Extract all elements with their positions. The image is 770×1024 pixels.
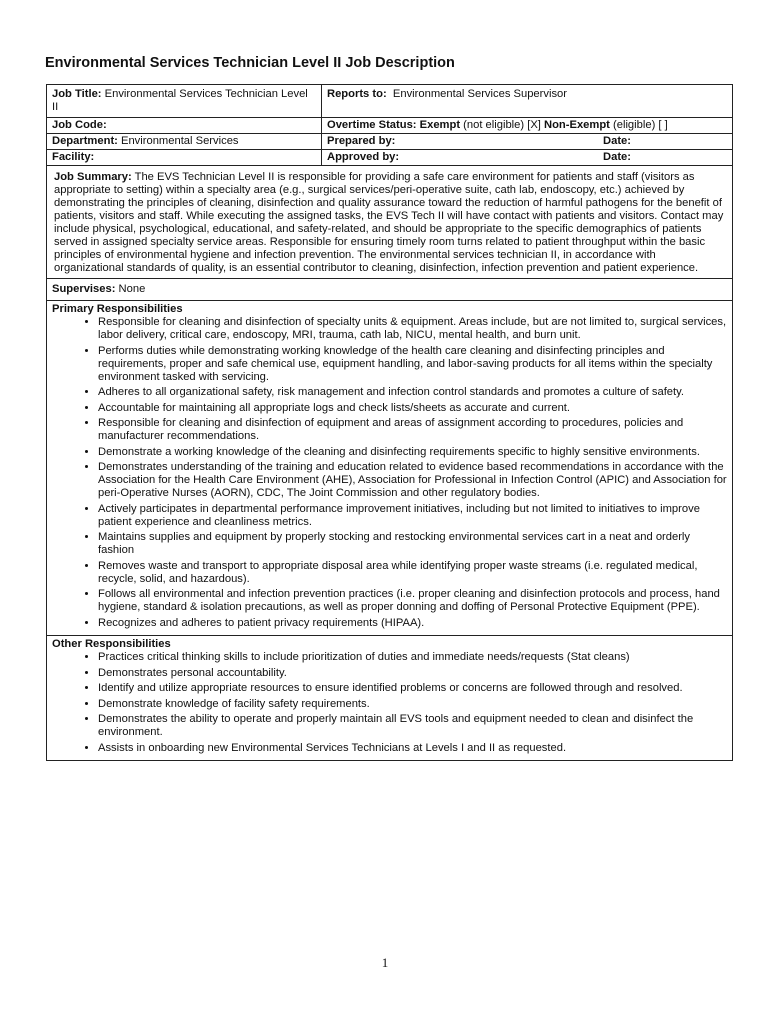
supervises-cell [47, 279, 733, 301]
page-number: 1 [381, 955, 389, 970]
list-item: • Demonstrates personal accountability. [98, 667, 727, 680]
job-title-label: Job Title: [52, 88, 102, 100]
list-item: • Demonstrate a working knowledge of the cleaning and disinfecting requirements specific to highly sensitive environments. [98, 446, 727, 459]
list-item: • Follows all environmental and infection prevention practices (i.e. proper cleaning and disinfection protocols and process, hand hygiene, standard & isolation precautions, as well as proper donning and doffing of Personal Protective Equipment (PPE). [98, 588, 727, 614]
primary-responsibilities-cell [47, 301, 733, 636]
list-item: • Demonstrate knowledge of facility safety requirements. [98, 698, 727, 711]
primary-responsibilities-heading: Primary Responsibilities [52, 303, 183, 315]
job-summary-cell [47, 166, 733, 279]
reports-to-cell [322, 85, 733, 118]
job-summary-label: Job Summary: [54, 171, 132, 183]
reports-to-value: Environmental Services Supervisor [392, 88, 567, 100]
department-label: Department: [52, 135, 118, 147]
overtime-status-label: Overtime Status: [327, 119, 417, 131]
list-item: • Performs duties while demonstrating working knowledge of the health care cleaning and disinfecting principles and requirements, proper and safe chemical use, equipment handling, and labor-saving products for all items within the specialty environment tasked with servicing. [98, 345, 727, 384]
list-item: • Adheres to all organizational safety, risk management and infection control standards and promotes a culture of safety. [98, 386, 727, 399]
row-primary-responsibilities [47, 301, 733, 636]
facility-label: Facility: [52, 151, 95, 163]
department-value: Environmental Services [121, 135, 239, 147]
row-facility [47, 150, 733, 166]
list-item: • Demonstrates the ability to operate and properly maintain all EVS tools and equipment needed to clean and disinfect the environment. [98, 713, 727, 739]
approved-date-label: Date: [603, 151, 631, 163]
prepared-by-cell [322, 134, 733, 150]
primary-responsibilities-list [52, 316, 727, 630]
list-item: • Actively participates in departmental performance improvement initiatives, including but not limited to initiatives to improve patient experience and cleanliness metrics. [98, 503, 727, 529]
list-item: • Practices critical thinking skills to include prioritization of duties and immediate needs/requests (Stat cleans) [98, 651, 727, 664]
overtime-status-cell [322, 118, 733, 134]
job-title-value: Environmental Services Technician Level II [52, 88, 308, 113]
list-item: • Maintains supplies and equipment by properly stocking and restocking environmental services cart in a neat and orderly fashion [98, 531, 727, 557]
department-cell [47, 134, 322, 150]
job-code-cell [47, 118, 322, 134]
list-item: • Assists in onboarding new Environmental Services Technicians at Levels I and II as requested. [98, 742, 727, 755]
facility-cell [47, 150, 322, 166]
job-summary-text: The EVS Technician Level II is responsible for providing a safe care environment for patients and staff (visitors as appropriate to setting) within a specialty area (e.g., surgical services/peri-operative suite, cath lab, endoscopy, etc.) achieved by demonstrating the principles of cleaning, disinfection and quality assurance toward the reduction of harmful pathogens for the benefit of patients, visitors and staff. While executing the assigned tasks, the EVS Tech II will have contact with patients and visitors. Contact may include physical, psychological, educational, and safety-related, and should be appropriate to the specific demographics of patients served in assigned specialty service areas. Responsible for ensuring timely room turns related to patient throughput within the basic principles of environmental hygiene and infection prevention. The environmental services technician II, in accordance with organizational standards of quality, is an essential contributor to cleaning, disinfection, infection prevention and patient experience. [54, 171, 724, 274]
row-other-responsibilities [47, 636, 733, 761]
exempt-label: Exempt [419, 119, 461, 131]
approved-by-label: Approved by: [327, 151, 400, 163]
row-job-code [47, 118, 733, 134]
row-job-summary [47, 166, 733, 279]
list-item: • Accountable for maintaining all appropriate logs and check lists/sheets as accurate and current. [98, 402, 727, 415]
list-item: • Removes waste and transport to appropriate disposal area while identifying proper waste streams (i.e. regulated medical, recycle, solid, and hazardous). [98, 560, 727, 586]
other-responsibilities-cell [47, 636, 733, 761]
row-supervises [47, 279, 733, 301]
job-title-cell [47, 85, 322, 118]
job-code-label: Job Code: [52, 119, 107, 131]
prepared-date-label: Date: [603, 135, 631, 147]
reports-to-label: Reports to: [327, 88, 387, 100]
job-description-table [46, 84, 733, 761]
supervises-value: None [118, 283, 146, 295]
list-item: • Demonstrates understanding of the training and education related to evidence based recommendations in accordance with the Association for the Health Care Environment (AHE), Association for Professional in Infection Control (APIC) and Association for peri-Operative Nurses (AORN), CDC, The Joint Commission and other regulatory bodies. [98, 461, 727, 500]
list-item: • Responsible for cleaning and disinfection of equipment and areas of assignment according to procedures, policies and manufacturer recommendations. [98, 417, 727, 443]
supervises-label: Supervises: [52, 283, 116, 295]
other-responsibilities-list [52, 651, 727, 755]
exempt-note: (not eligible) [X] [463, 119, 541, 131]
other-responsibilities-heading: Other Responsibilities [52, 638, 171, 650]
prepared-by-label: Prepared by: [327, 135, 396, 147]
non-exempt-label: Non-Exempt [544, 119, 610, 131]
row-department [47, 134, 733, 150]
row-job-title [47, 85, 733, 118]
list-item: • Responsible for cleaning and disinfection of specialty units & equipment. Areas include, but are not limited to, surgical services, labor delivery, critical care, endoscopy, MRI, trauma, cath lab, NICU, mental health, and burn unit. [98, 316, 727, 342]
approved-by-cell [322, 150, 733, 166]
list-item: • Identify and utilize appropriate resources to ensure identified problems or concerns are followed through and resolved. [98, 682, 727, 695]
non-exempt-note: (eligible) [ ] [613, 119, 668, 131]
document-title: Environmental Services Technician Level II Job Description [45, 55, 455, 71]
list-item: • Recognizes and adheres to patient privacy requirements (HIPAA). [98, 617, 727, 630]
